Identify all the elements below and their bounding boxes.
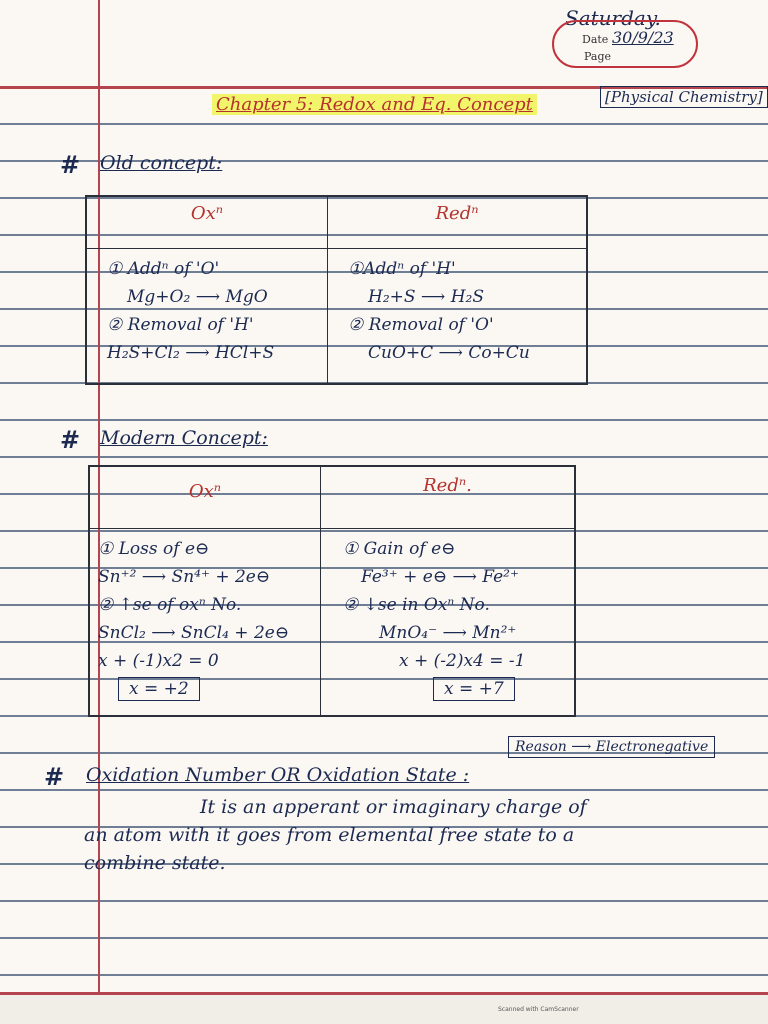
modern-hash: # <box>60 425 81 454</box>
old-concept-heading: Old concept: <box>100 152 223 174</box>
modern-ox-line-5: x + (-1)x2 = 0 <box>98 650 219 671</box>
date-value: 30/9/23 <box>612 28 674 47</box>
old-concept-table <box>85 195 588 385</box>
day-text: Saturday. <box>565 6 661 30</box>
oxnum-hash: # <box>44 762 65 791</box>
modern-red-result: x = +7 <box>433 677 515 701</box>
date-label: Date <box>582 33 609 46</box>
modern-ox-line-2: Sn⁺² ⟶ Sn⁴⁺ + 2e⊖ <box>98 566 271 587</box>
subject-tag: [Physical Chemistry] <box>600 86 768 108</box>
modern-red-line-4: MnO₄⁻ ⟶ Mn²⁺ <box>379 622 517 643</box>
old-ox-line-4: H₂S+Cl₂ ⟶ HCl+S <box>107 342 275 363</box>
old-red-cell <box>328 248 588 384</box>
modern-red-cell <box>321 528 576 716</box>
old-ox-line-2: Mg+O₂ ⟶ MgO <box>127 286 268 307</box>
old-red-line-2: H₂+S ⟶ H₂S <box>368 286 484 307</box>
reason-note: Reason ⟶ Electronegative <box>508 736 715 758</box>
modern-red-header: Redⁿ. <box>321 466 576 528</box>
old-hash: # <box>60 150 81 179</box>
modern-ox-header: Oxⁿ <box>89 466 321 528</box>
chapter-title: Chapter 5: Redox and Eq. Concept <box>212 94 537 115</box>
old-red-line-3: ② Removal of 'O' <box>348 314 494 335</box>
old-red-header: Redⁿ <box>328 196 588 248</box>
definition-line-3: combine state. <box>84 852 226 874</box>
modern-red-line-1: ① Gain of e⊖ <box>343 538 456 559</box>
modern-ox-line-1: ① Loss of e⊖ <box>98 538 210 559</box>
old-red-line-4: CuO+C ⟶ Co+Cu <box>368 342 530 363</box>
definition-line-1: It is an apperant or imaginary charge of <box>200 796 587 818</box>
old-ox-header: Oxⁿ <box>86 196 328 248</box>
modern-red-line-2: Fe³⁺ + e⊖ ⟶ Fe²⁺ <box>361 566 519 587</box>
modern-ox-line-3: ② ↑se of oxⁿ No. <box>98 594 242 615</box>
scanner-watermark: Scanned with CamScanner <box>498 1006 579 1013</box>
scan-footer-area <box>0 995 768 1024</box>
old-ox-cell <box>86 248 328 384</box>
modern-red-line-5: x + (-2)x4 = -1 <box>399 650 526 671</box>
old-ox-line-3: ② Removal of 'H' <box>107 314 254 335</box>
old-red-line-1: ①Addⁿ of 'H' <box>348 258 456 279</box>
old-ox-line-1: ① Addⁿ of 'O' <box>107 258 220 279</box>
definition-line-2: an atom with it goes from elemental free state to a <box>84 824 575 846</box>
modern-ox-line-4: SnCl₂ ⟶ SnCl₄ + 2e⊖ <box>98 622 290 643</box>
page-label: Page <box>584 50 612 63</box>
modern-ox-cell <box>89 528 321 716</box>
modern-red-line-3: ② ↓se in Oxⁿ No. <box>343 594 490 615</box>
modern-concept-heading: Modern Concept: <box>100 427 268 449</box>
oxidation-number-heading: Oxidation Number OR Oxidation State : <box>86 764 470 786</box>
modern-ox-result: x = +2 <box>118 677 200 701</box>
modern-concept-table <box>88 465 576 717</box>
